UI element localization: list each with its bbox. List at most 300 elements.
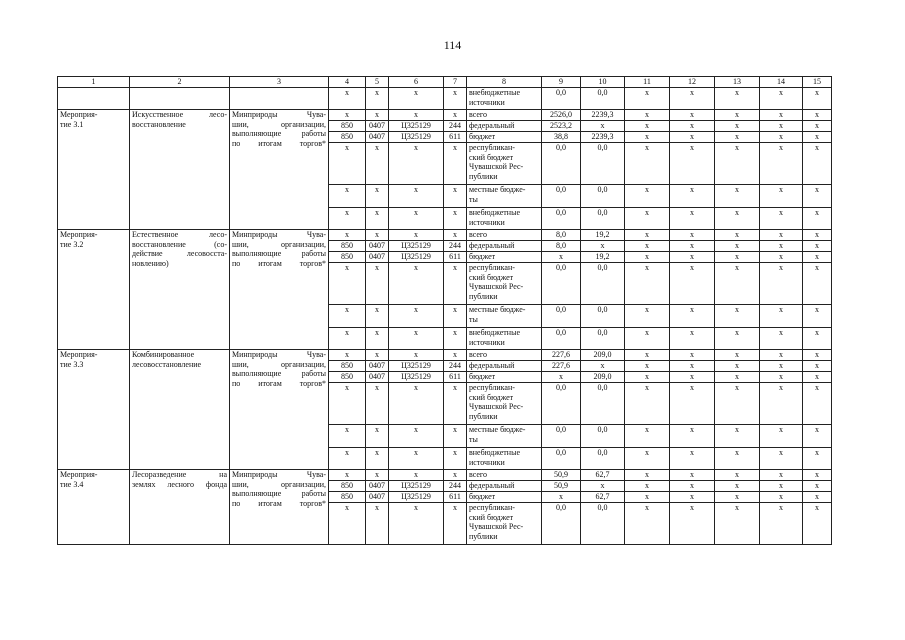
cell-text: республикан-	[469, 503, 515, 512]
header-cell: 5	[366, 77, 389, 88]
cell-text: ты	[469, 194, 478, 204]
x-cell: х	[670, 132, 715, 143]
x-cell: х	[444, 305, 467, 328]
continuation-row	[58, 88, 832, 110]
cell-text: лесовосстановление	[132, 359, 202, 369]
value-cell: 0,0	[542, 383, 581, 425]
x-cell: х	[670, 425, 715, 448]
x-cell: х	[670, 470, 715, 481]
value-cell: 62,7	[581, 470, 625, 481]
responsible-cell	[230, 110, 329, 230]
value-cell: 2526,0	[542, 110, 581, 121]
x-cell: х	[670, 503, 715, 545]
x-cell: х	[760, 350, 803, 361]
x-cell: х	[444, 383, 467, 425]
x-cell: х	[389, 230, 444, 241]
x-cell: х	[715, 252, 760, 263]
cell-text: шии, организации,	[232, 359, 326, 369]
value-cell: 0,0	[581, 328, 625, 350]
x-cell: х	[670, 252, 715, 263]
cell-text: землях лесного фонда	[132, 479, 227, 489]
cell-text: по итогам торгов*	[232, 138, 326, 148]
cell-text: тие 3.3	[60, 359, 84, 369]
value-cell: х	[581, 361, 625, 372]
cell-text: Мероприя-	[60, 470, 98, 479]
x-cell: х	[625, 448, 670, 470]
x-cell: х	[389, 448, 444, 470]
x-cell: х	[670, 492, 715, 503]
measure-name-cell	[130, 110, 230, 230]
code-cell: 244	[444, 361, 467, 372]
cell-text: местные бюдже-	[469, 185, 526, 194]
source-cell: бюджет	[467, 492, 542, 503]
x-cell: х	[803, 252, 832, 263]
x-cell: х	[715, 361, 760, 372]
x-cell: х	[389, 470, 444, 481]
source-cell: федеральный	[467, 241, 542, 252]
x-cell: х	[329, 350, 366, 361]
value-cell: 227,6	[542, 350, 581, 361]
x-cell: х	[670, 121, 715, 132]
x-cell: х	[670, 481, 715, 492]
code-cell: 850	[329, 481, 366, 492]
x-cell: х	[625, 361, 670, 372]
cell-text: восстановление	[132, 119, 186, 129]
x-cell: х	[389, 88, 444, 110]
code-cell: 611	[444, 132, 467, 143]
code-cell: 244	[444, 241, 467, 252]
x-cell: х	[803, 305, 832, 328]
cell-text: источники	[469, 217, 505, 227]
x-cell: х	[625, 132, 670, 143]
cell-text: внебюджетные	[469, 208, 520, 217]
x-cell: х	[389, 328, 444, 350]
cell-text: внебюджетные	[469, 88, 520, 97]
x-cell: х	[329, 470, 366, 481]
cell-text: Лесоразведение на	[132, 470, 227, 479]
x-cell: х	[444, 110, 467, 121]
page-number: 114	[443, 38, 462, 52]
x-cell: х	[803, 132, 832, 143]
cell-text: публики	[469, 291, 498, 301]
x-cell: х	[715, 305, 760, 328]
empty-cell	[58, 88, 130, 110]
x-cell: х	[803, 350, 832, 361]
x-cell: х	[803, 185, 832, 208]
cell-text: Естественное лесо-	[132, 230, 227, 239]
x-cell: х	[329, 383, 366, 425]
x-cell: х	[803, 383, 832, 425]
x-cell: х	[803, 503, 832, 545]
x-cell: х	[760, 241, 803, 252]
value-cell: 50,9	[542, 470, 581, 481]
source-cell	[467, 143, 542, 185]
x-cell: х	[715, 230, 760, 241]
x-cell: х	[670, 241, 715, 252]
code-cell: 0407	[366, 361, 389, 372]
value-cell: 19,2	[581, 252, 625, 263]
value-cell: 8,0	[542, 241, 581, 252]
cell-text: Комбинированное	[132, 350, 195, 359]
x-cell: х	[366, 110, 389, 121]
value-cell: х	[581, 121, 625, 132]
value-cell: 0,0	[581, 448, 625, 470]
value-cell: 2239,3	[581, 132, 625, 143]
x-cell: х	[803, 208, 832, 230]
cell-text: выполняющие работы	[232, 129, 326, 138]
measure-code-cell	[58, 470, 130, 545]
code-cell: Ц325129	[389, 372, 444, 383]
x-cell: х	[803, 241, 832, 252]
cell-text: ский бюджет	[469, 512, 514, 522]
source-cell	[467, 263, 542, 305]
x-cell: х	[366, 305, 389, 328]
x-cell: х	[760, 425, 803, 448]
x-cell: х	[803, 470, 832, 481]
x-cell: х	[803, 372, 832, 383]
code-cell: 0407	[366, 252, 389, 263]
x-cell: х	[715, 121, 760, 132]
source-cell: всего	[467, 230, 542, 241]
x-cell: х	[366, 470, 389, 481]
header-cell: 2	[130, 77, 230, 88]
x-cell: х	[625, 470, 670, 481]
x-cell: х	[670, 350, 715, 361]
total-row	[58, 470, 832, 481]
measure-code-cell	[58, 230, 130, 350]
x-cell: х	[670, 328, 715, 350]
code-cell: Ц325129	[389, 241, 444, 252]
source-cell: всего	[467, 350, 542, 361]
x-cell: х	[625, 492, 670, 503]
x-cell: х	[329, 425, 366, 448]
x-cell: х	[625, 185, 670, 208]
x-cell: х	[760, 208, 803, 230]
cell-text: Чувашской Рес-	[469, 522, 524, 531]
cell-text: местные бюдже-	[469, 425, 526, 434]
code-cell: 850	[329, 132, 366, 143]
cell-text: по итогам торгов*	[232, 498, 326, 508]
source-cell: всего	[467, 470, 542, 481]
value-cell: 0,0	[542, 143, 581, 185]
x-cell: х	[803, 448, 832, 470]
x-cell: х	[670, 383, 715, 425]
x-cell: х	[715, 263, 760, 305]
measure-code-cell	[58, 110, 130, 230]
x-cell: х	[389, 208, 444, 230]
x-cell: х	[366, 383, 389, 425]
cell-text: местные бюдже-	[469, 305, 526, 314]
cell-text: Искусственное лесо-	[132, 110, 227, 119]
code-cell: Ц325129	[389, 481, 444, 492]
x-cell: х	[715, 503, 760, 545]
header-cell: 14	[760, 77, 803, 88]
x-cell: х	[760, 470, 803, 481]
value-cell: 209,0	[581, 372, 625, 383]
x-cell: х	[715, 328, 760, 350]
source-cell	[467, 503, 542, 545]
x-cell: х	[670, 185, 715, 208]
cell-text: республикан-	[469, 383, 515, 392]
x-cell: х	[444, 263, 467, 305]
x-cell: х	[760, 305, 803, 328]
x-cell: х	[366, 448, 389, 470]
x-cell: х	[803, 110, 832, 121]
cell-text: источники	[469, 97, 505, 107]
x-cell: х	[625, 383, 670, 425]
x-cell: х	[760, 361, 803, 372]
header-row	[58, 77, 832, 88]
responsible-cell	[230, 470, 329, 545]
x-cell: х	[444, 425, 467, 448]
x-cell: х	[444, 470, 467, 481]
cell-text: по итогам торгов*	[232, 258, 326, 268]
x-cell: х	[760, 110, 803, 121]
x-cell: х	[366, 425, 389, 448]
cell-text: Минприроды Чува-	[232, 470, 326, 479]
x-cell: х	[715, 372, 760, 383]
x-cell: х	[760, 372, 803, 383]
cell-text: ский бюджет	[469, 272, 514, 282]
x-cell: х	[444, 328, 467, 350]
code-cell: 850	[329, 372, 366, 383]
x-cell: х	[803, 88, 832, 110]
value-cell: 0,0	[581, 208, 625, 230]
value-cell: 0,0	[581, 383, 625, 425]
source-cell: федеральный	[467, 481, 542, 492]
x-cell: х	[625, 425, 670, 448]
cell-text: Чувашской Рес-	[469, 402, 524, 411]
x-cell: х	[760, 328, 803, 350]
x-cell: х	[329, 208, 366, 230]
source-cell: бюджет	[467, 372, 542, 383]
x-cell: х	[760, 503, 803, 545]
header-cell: 1	[58, 77, 130, 88]
cell-text: публики	[469, 171, 498, 181]
x-cell: х	[389, 383, 444, 425]
cell-text: Чувашской Рес-	[469, 162, 524, 171]
x-cell: х	[760, 88, 803, 110]
value-cell: 0,0	[542, 263, 581, 305]
x-cell: х	[389, 305, 444, 328]
x-cell: х	[803, 481, 832, 492]
value-cell: 2239,3	[581, 110, 625, 121]
value-cell: 0,0	[581, 88, 625, 110]
value-cell: 0,0	[581, 503, 625, 545]
x-cell: х	[715, 143, 760, 185]
total-row	[58, 110, 832, 121]
code-cell: 850	[329, 252, 366, 263]
cell-text: источники	[469, 457, 505, 467]
x-cell: х	[670, 263, 715, 305]
cell-text: публики	[469, 531, 498, 541]
x-cell: х	[329, 230, 366, 241]
value-cell: 62,7	[581, 492, 625, 503]
x-cell: х	[760, 492, 803, 503]
cell-text: шии, организации,	[232, 479, 326, 489]
empty-cell	[130, 88, 230, 110]
x-cell: х	[625, 305, 670, 328]
cell-text: внебюджетные	[469, 328, 520, 337]
measure-name-cell	[130, 230, 230, 350]
cell-text: источники	[469, 337, 505, 347]
value-cell: 8,0	[542, 230, 581, 241]
x-cell: х	[670, 230, 715, 241]
x-cell: х	[389, 263, 444, 305]
measure-name-cell	[130, 470, 230, 545]
header-cell: 4	[329, 77, 366, 88]
cell-text: ты	[469, 434, 478, 444]
cell-text: шии, организации,	[232, 119, 326, 129]
value-cell: х	[581, 241, 625, 252]
x-cell: х	[625, 230, 670, 241]
x-cell: х	[389, 425, 444, 448]
x-cell: х	[715, 208, 760, 230]
x-cell: х	[625, 110, 670, 121]
x-cell: х	[329, 110, 366, 121]
x-cell: х	[803, 121, 832, 132]
measure-name-cell	[130, 350, 230, 470]
source-cell: бюджет	[467, 252, 542, 263]
cell-text: по итогам торгов*	[232, 378, 326, 388]
value-cell: 0,0	[581, 425, 625, 448]
value-cell: 0,0	[542, 88, 581, 110]
value-cell: 209,0	[581, 350, 625, 361]
code-cell: 0407	[366, 241, 389, 252]
value-cell: 19,2	[581, 230, 625, 241]
header-cell: 12	[670, 77, 715, 88]
source-cell	[467, 208, 542, 230]
header-cell: 13	[715, 77, 760, 88]
header-cell: 7	[444, 77, 467, 88]
value-cell: х	[542, 492, 581, 503]
source-cell	[467, 448, 542, 470]
x-cell: х	[444, 230, 467, 241]
x-cell: х	[625, 88, 670, 110]
x-cell: х	[715, 88, 760, 110]
x-cell: х	[760, 383, 803, 425]
cell-text: Мероприя-	[60, 110, 98, 119]
x-cell: х	[444, 503, 467, 545]
value-cell: 38,8	[542, 132, 581, 143]
x-cell: х	[760, 230, 803, 241]
x-cell: х	[715, 383, 760, 425]
code-cell: Ц325129	[389, 121, 444, 132]
code-cell: 244	[444, 121, 467, 132]
x-cell: х	[625, 143, 670, 185]
header-cell: 15	[803, 77, 832, 88]
x-cell: х	[803, 263, 832, 305]
code-cell: 850	[329, 361, 366, 372]
x-cell: х	[366, 88, 389, 110]
code-cell: 850	[329, 121, 366, 132]
value-cell: 0,0	[581, 305, 625, 328]
x-cell: х	[329, 263, 366, 305]
x-cell: х	[715, 481, 760, 492]
code-cell: 0407	[366, 121, 389, 132]
cell-text: ский бюджет	[469, 392, 514, 402]
code-cell: 850	[329, 492, 366, 503]
cell-text: выполняющие работы	[232, 369, 326, 378]
x-cell: х	[803, 492, 832, 503]
x-cell: х	[760, 132, 803, 143]
cell-text: Минприроды Чува-	[232, 350, 326, 359]
x-cell: х	[625, 263, 670, 305]
x-cell: х	[670, 110, 715, 121]
x-cell: х	[444, 448, 467, 470]
x-cell: х	[715, 425, 760, 448]
x-cell: х	[670, 305, 715, 328]
code-cell: 244	[444, 481, 467, 492]
x-cell: х	[366, 350, 389, 361]
x-cell: х	[329, 185, 366, 208]
cell-text: выполняющие работы	[232, 249, 326, 258]
total-row	[58, 350, 832, 361]
cell-text: ты	[469, 314, 478, 324]
cell-text: шии, организации,	[232, 239, 326, 249]
cell-text: публики	[469, 411, 498, 421]
code-cell: 611	[444, 252, 467, 263]
x-cell: х	[366, 503, 389, 545]
x-cell: х	[760, 263, 803, 305]
code-cell: Ц325129	[389, 132, 444, 143]
x-cell: х	[803, 230, 832, 241]
cell-text: восстановление (со-	[132, 239, 227, 249]
x-cell: х	[366, 143, 389, 185]
x-cell: х	[389, 350, 444, 361]
measure-code-cell	[58, 350, 130, 470]
x-cell: х	[715, 132, 760, 143]
code-cell: 850	[329, 241, 366, 252]
source-cell: бюджет	[467, 132, 542, 143]
value-cell: 0,0	[542, 503, 581, 545]
x-cell: х	[444, 143, 467, 185]
value-cell: х	[542, 372, 581, 383]
x-cell: х	[715, 185, 760, 208]
value-cell: 0,0	[581, 185, 625, 208]
value-cell: 50,9	[542, 481, 581, 492]
x-cell: х	[760, 252, 803, 263]
x-cell: х	[760, 143, 803, 185]
x-cell: х	[670, 448, 715, 470]
code-cell: 0407	[366, 372, 389, 383]
x-cell: х	[625, 481, 670, 492]
x-cell: х	[444, 208, 467, 230]
x-cell: х	[670, 372, 715, 383]
cell-text: внебюджетные	[469, 448, 520, 457]
source-cell	[467, 88, 542, 110]
x-cell: х	[803, 143, 832, 185]
x-cell: х	[366, 230, 389, 241]
x-cell: х	[715, 350, 760, 361]
x-cell: х	[444, 185, 467, 208]
value-cell: х	[581, 481, 625, 492]
x-cell: х	[760, 185, 803, 208]
cell-text: Чувашской Рес-	[469, 282, 524, 291]
source-cell: федеральный	[467, 361, 542, 372]
x-cell: х	[329, 503, 366, 545]
x-cell: х	[625, 208, 670, 230]
header-cell: 3	[230, 77, 329, 88]
code-cell: 611	[444, 372, 467, 383]
value-cell: 2523,2	[542, 121, 581, 132]
cell-text: действие лесовосста-	[132, 249, 227, 258]
code-cell: Ц325129	[389, 492, 444, 503]
source-cell: федеральный	[467, 121, 542, 132]
cell-text: тие 3.2	[60, 239, 84, 249]
x-cell: х	[366, 208, 389, 230]
x-cell: х	[715, 470, 760, 481]
